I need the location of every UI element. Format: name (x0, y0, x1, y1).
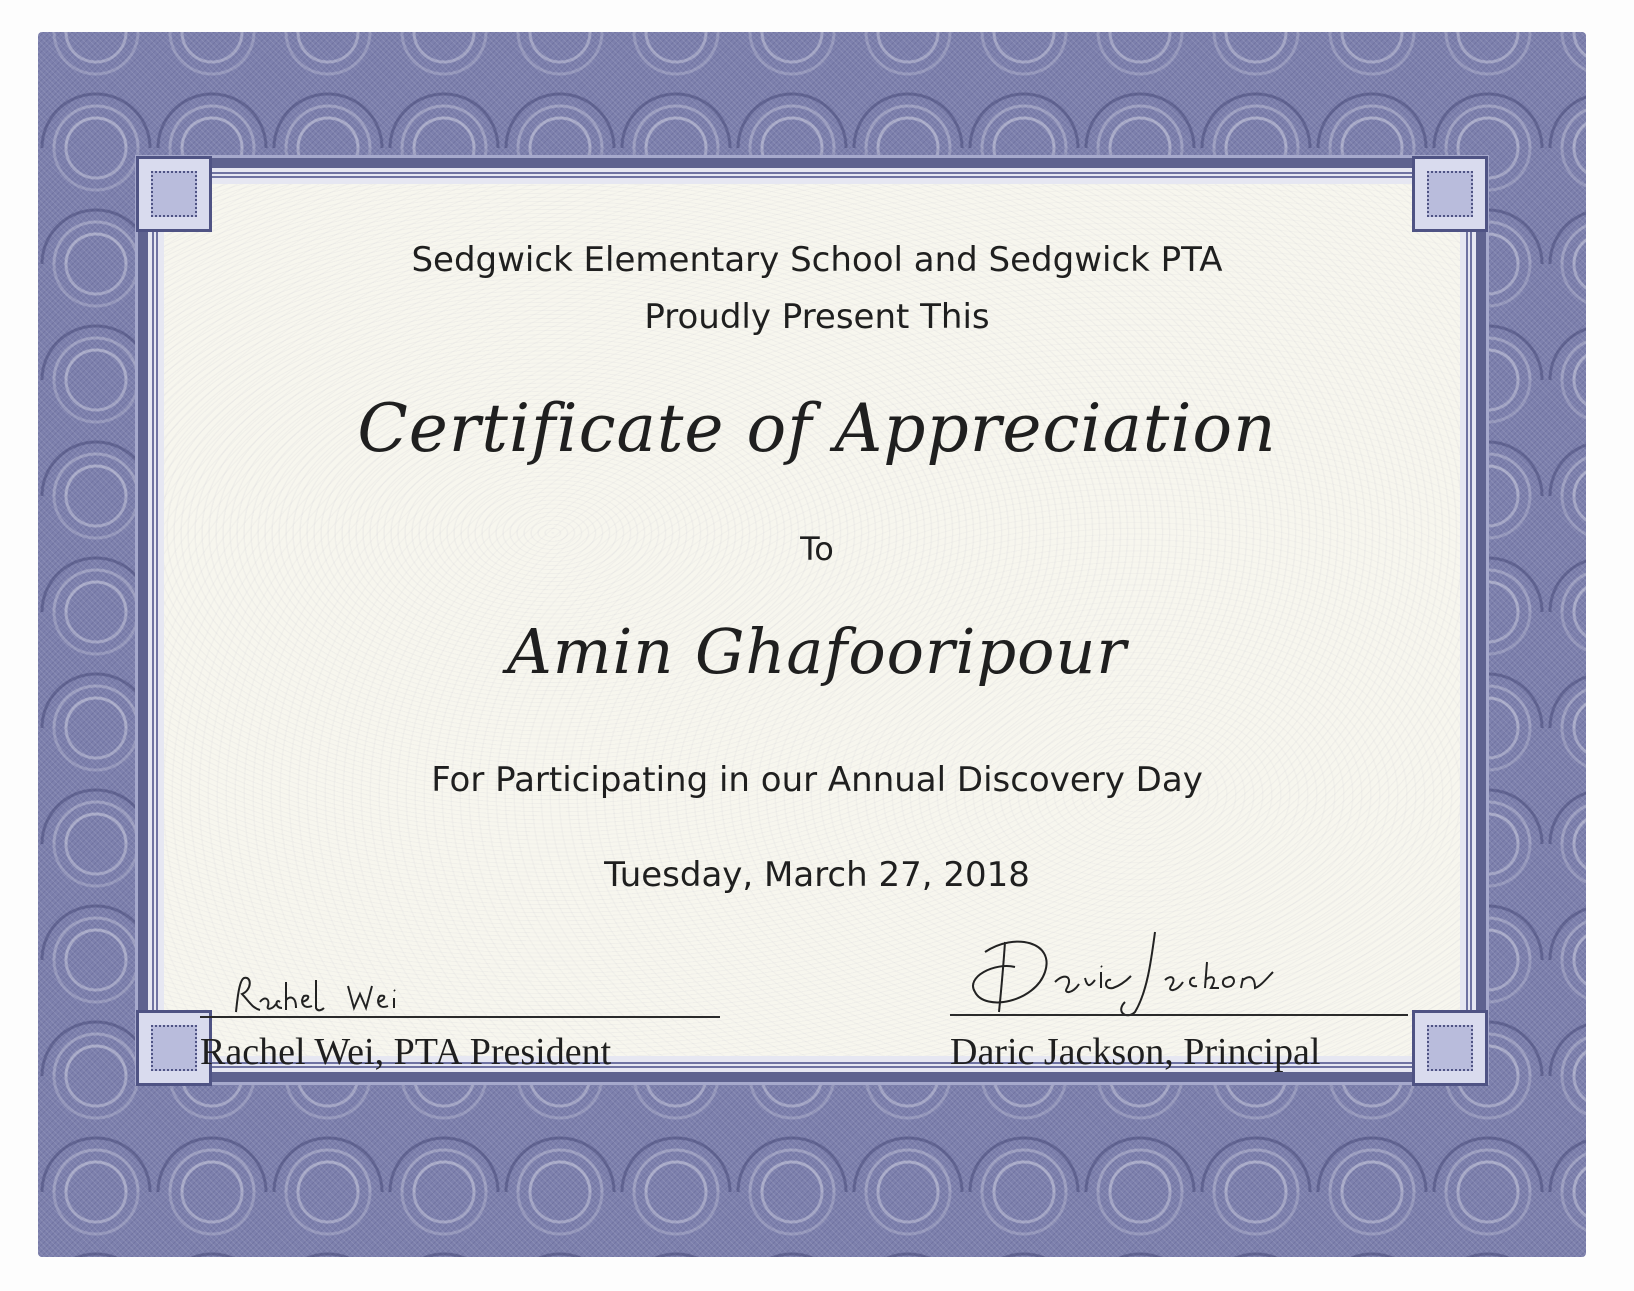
recipient-name: Amin Ghafooripour (506, 615, 1128, 688)
corner-ornament-top-left (136, 156, 212, 232)
signer-right-title: Daric Jackson, Principal (950, 1031, 1321, 1073)
rachel-wei-signature (230, 972, 430, 1022)
corner-ornament-bottom-right (1412, 1010, 1488, 1086)
reason-line: For Participating in our Annual Discovery Day (431, 760, 1203, 800)
certificate-title: Certificate of Appreciation (357, 390, 1277, 467)
to-line: To (800, 530, 834, 568)
signature-line-right (950, 1014, 1408, 1016)
present-line: Proudly Present This (644, 297, 990, 337)
presenter-line: Sedgwick Elementary School and Sedgwick PTA (411, 240, 1223, 280)
date-line: Tuesday, March 27, 2018 (604, 855, 1030, 895)
daric-jackson-signature (955, 922, 1285, 1022)
signature-line-left (200, 1016, 720, 1018)
corner-ornament-top-right (1412, 156, 1488, 232)
signer-left-title: Rachel Wei, PTA President (200, 1031, 612, 1073)
